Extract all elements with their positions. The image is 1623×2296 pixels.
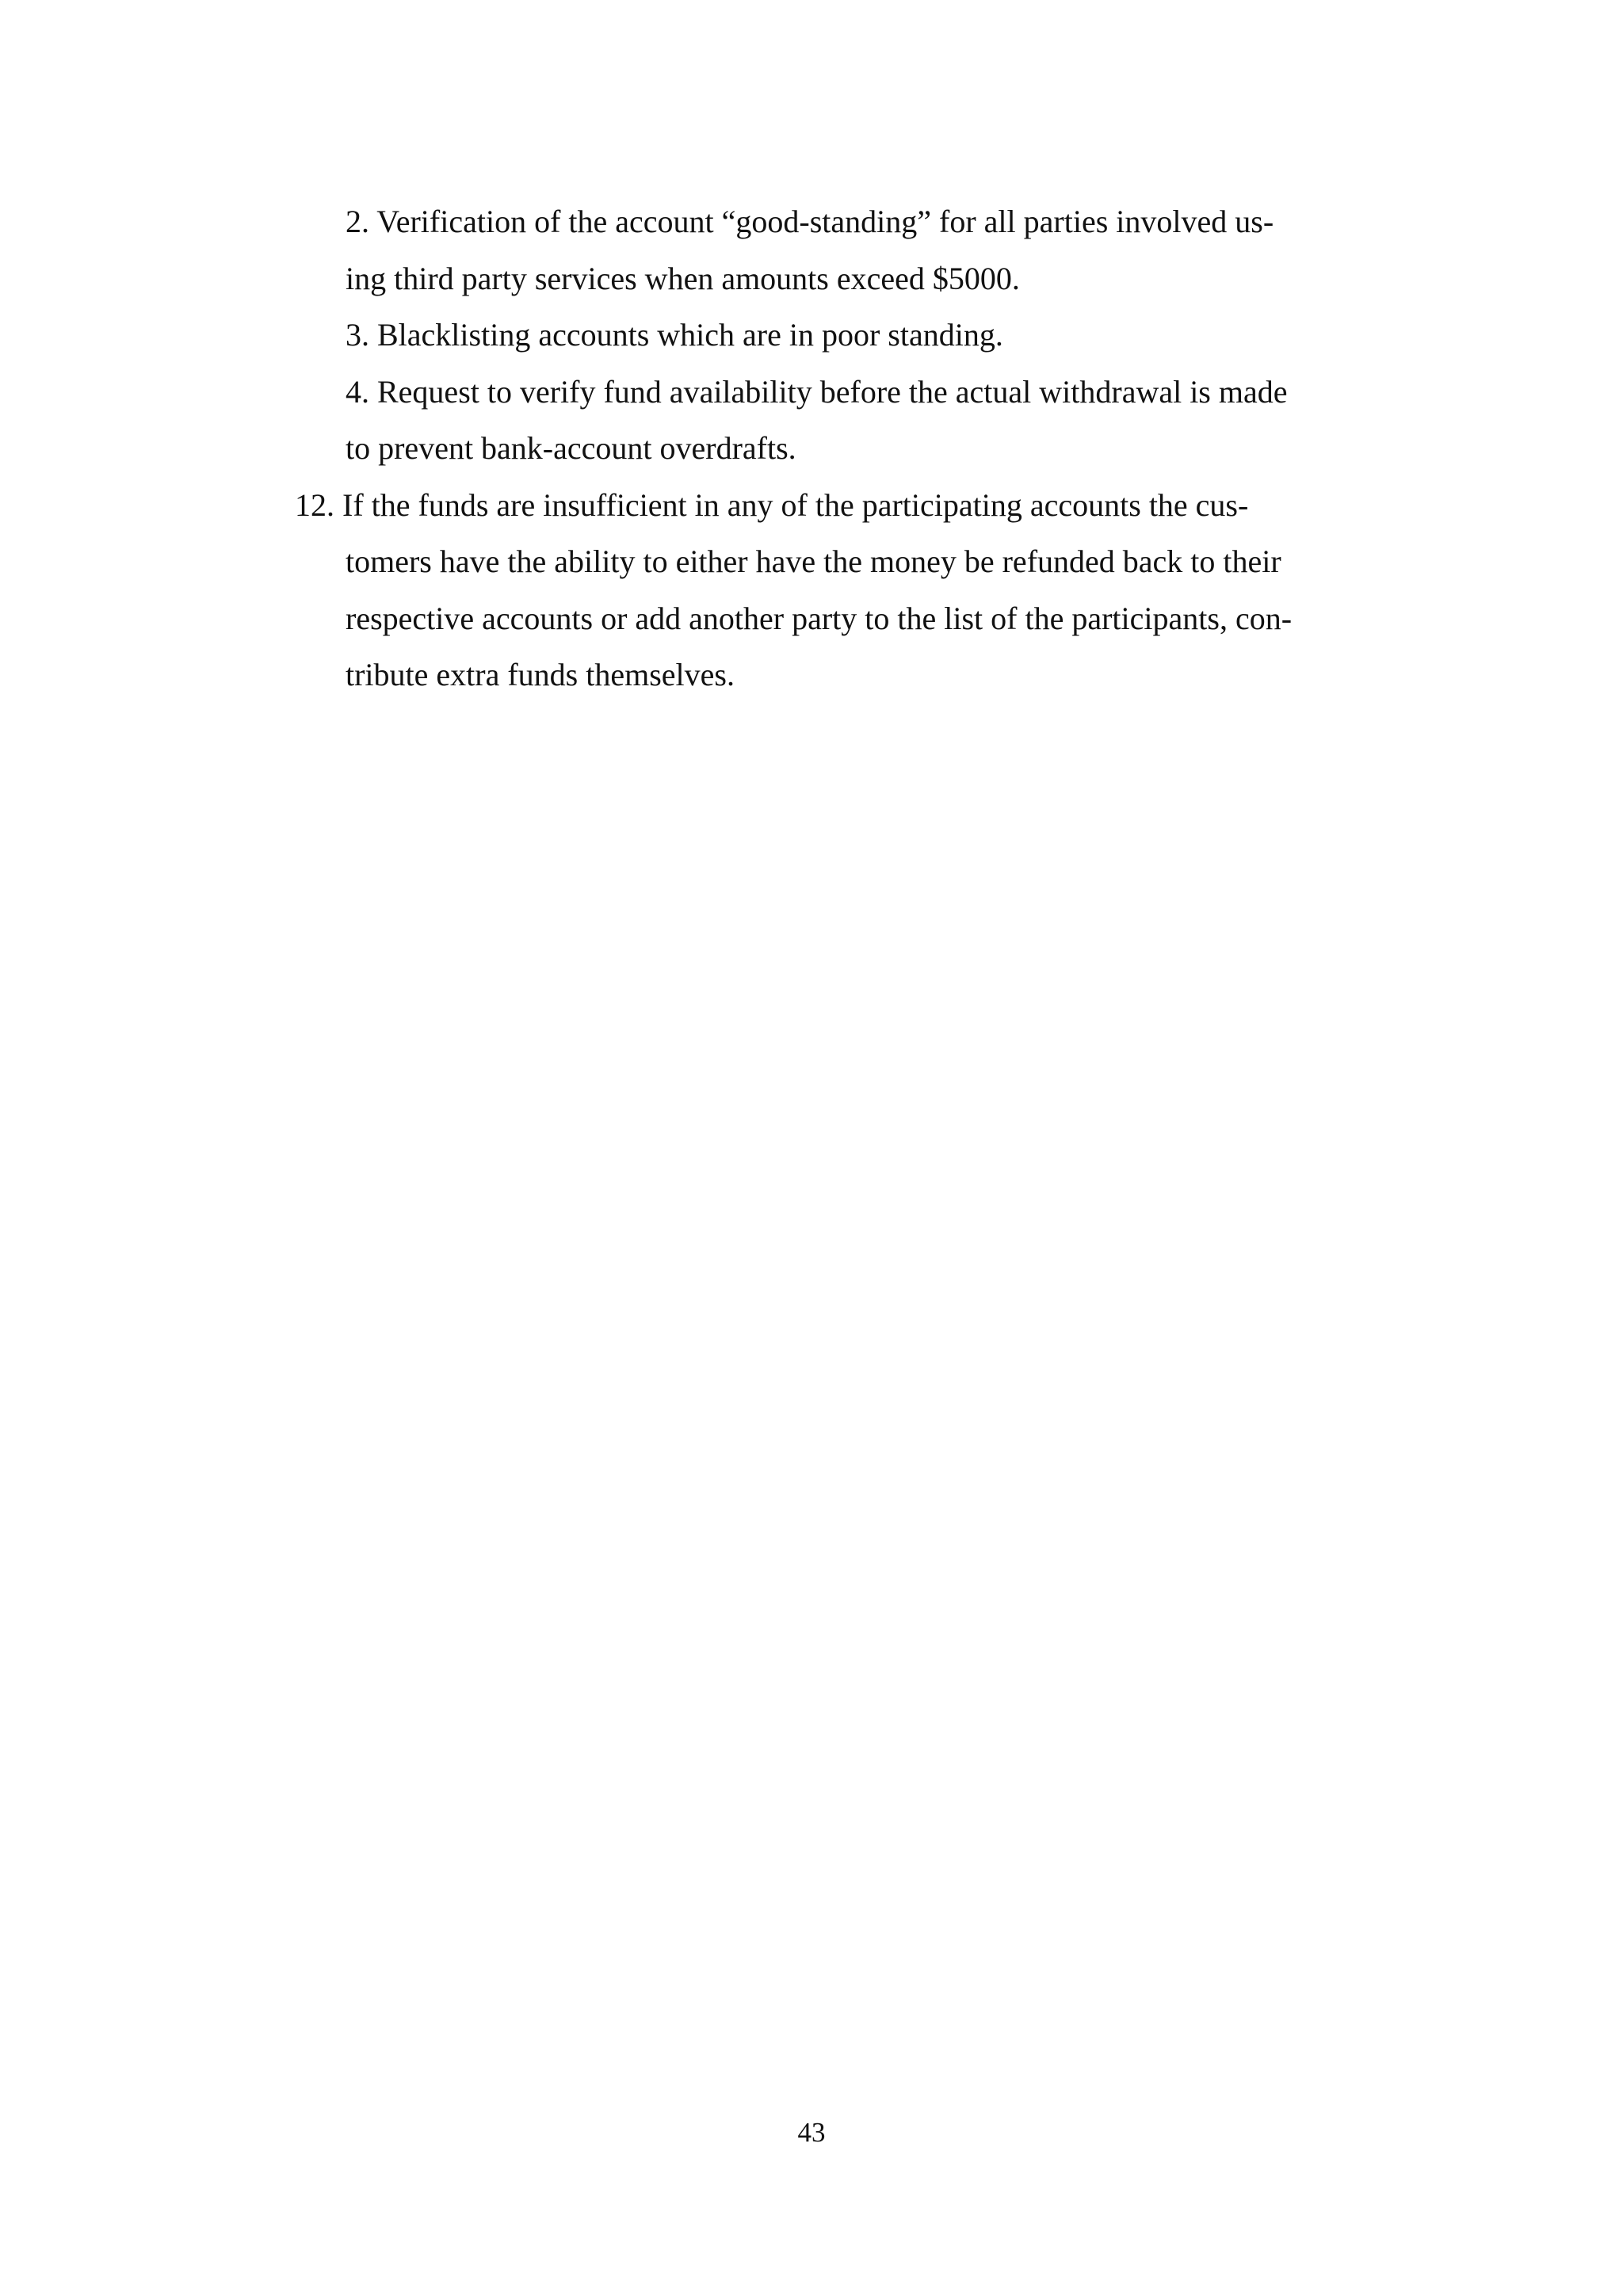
text-line: respective accounts or add another party to the list of the participants, con- <box>346 600 1293 636</box>
body-text <box>295 193 1349 704</box>
text-line: ing third party services when amounts exceed $5000. <box>346 260 1020 296</box>
text-line: 12. If the funds are insufficient in any of the participating accounts the cus- <box>295 486 1249 523</box>
text-line: 4. Request to verify fund availability before the actual withdrawal is made <box>346 373 1288 410</box>
page-number: 43 <box>797 2117 826 2148</box>
text-line: tomers have the ability to either have the money be refunded back to their <box>346 543 1281 579</box>
text-line: tribute extra funds themselves. <box>346 657 735 692</box>
text-line: to prevent bank-account overdrafts. <box>346 430 796 466</box>
text-line: 3. Blacklisting accounts which are in poor standing. <box>346 317 1003 353</box>
text-line: 2. Verification of the account “good-standing” for all parties involved us- <box>346 204 1274 239</box>
